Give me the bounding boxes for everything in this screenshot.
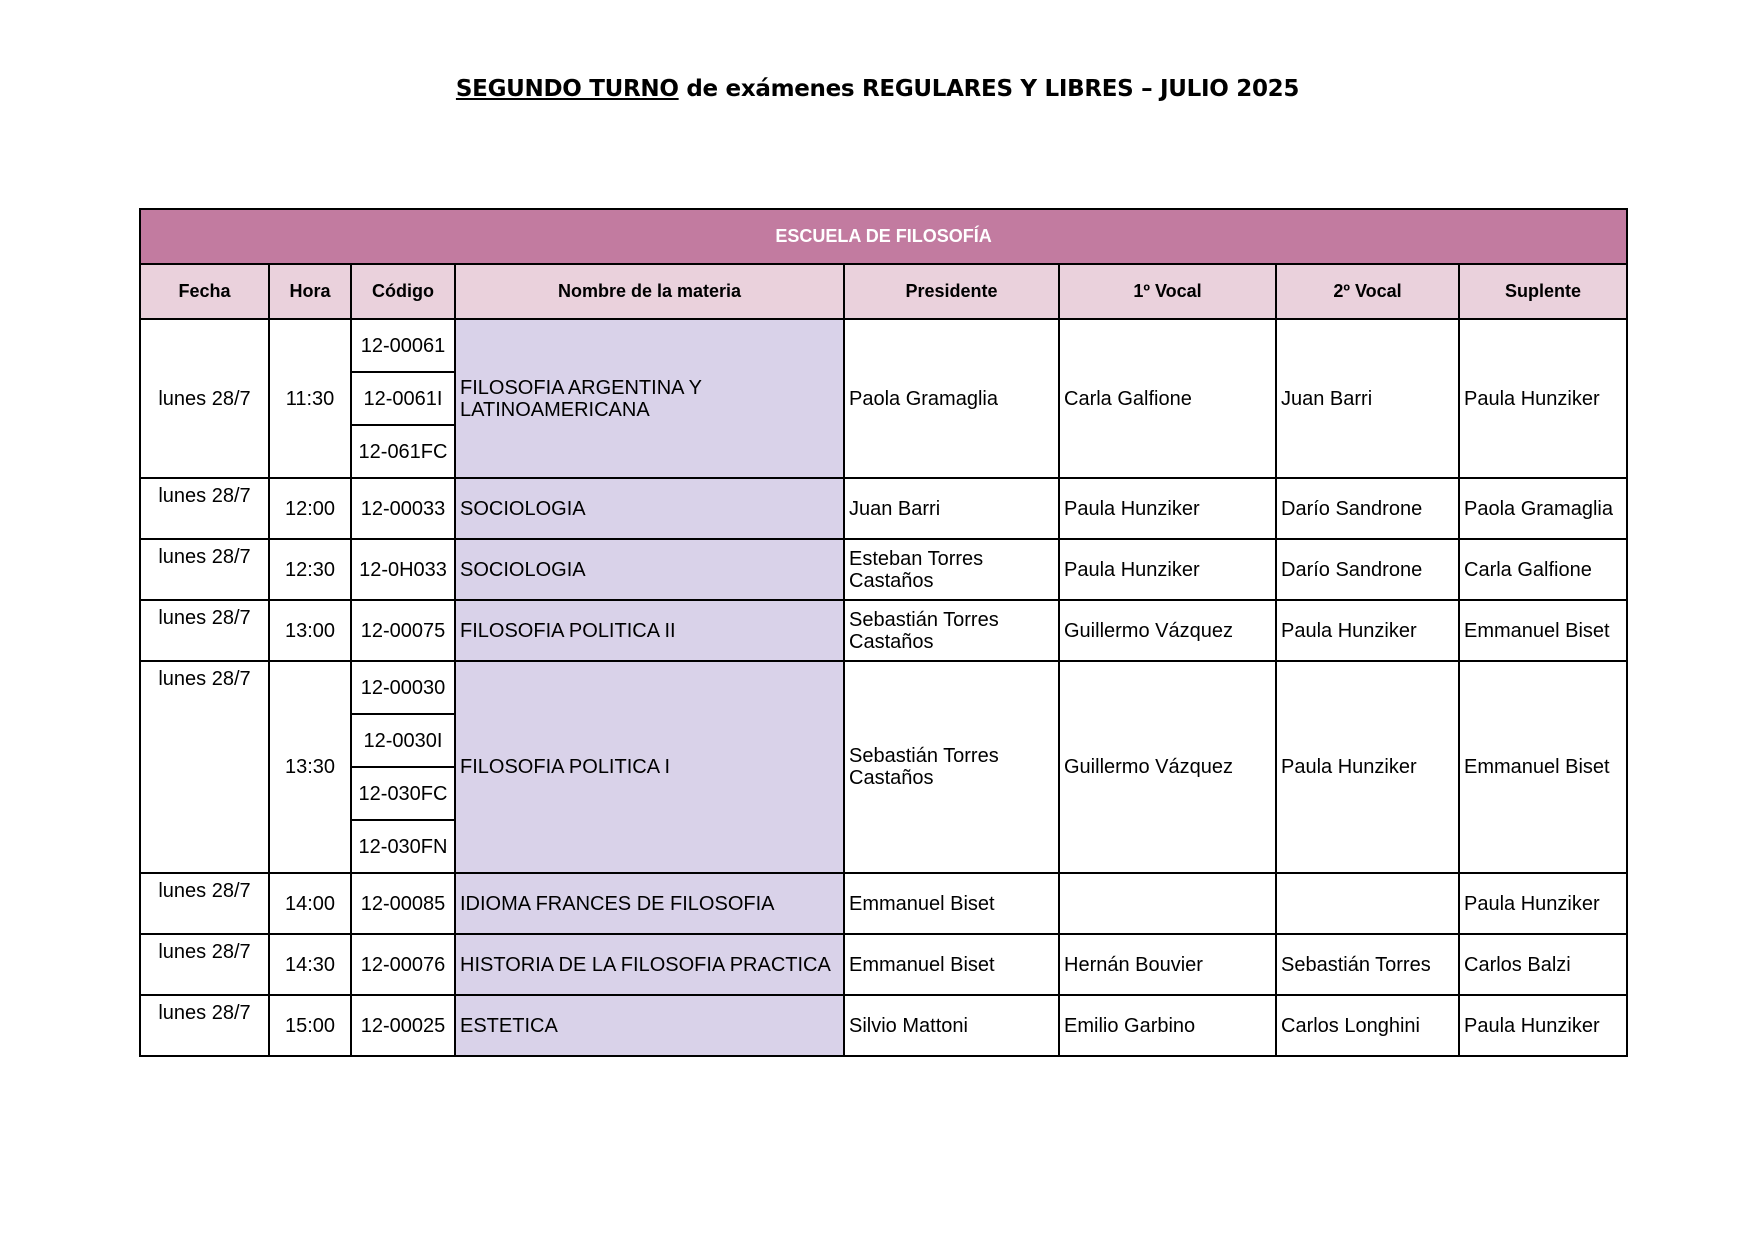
cell-presidente: Emmanuel Biset bbox=[844, 873, 1059, 934]
cell-vocal1: Hernán Bouvier bbox=[1059, 934, 1276, 995]
cell-hora: 13:00 bbox=[269, 600, 351, 661]
table-row bbox=[140, 600, 1627, 661]
cell-vocal2: Paula Hunziker bbox=[1276, 661, 1459, 873]
cell-vocal1: Guillermo Vázquez bbox=[1059, 661, 1276, 873]
cell-presidente: Sebastián Torres Castaños bbox=[844, 600, 1059, 661]
cell-codigo: 12-0H033 bbox=[351, 539, 455, 600]
column-header-fecha: Fecha bbox=[140, 264, 269, 319]
cell-codigo: 12-00033 bbox=[351, 478, 455, 539]
cell-presidente: Emmanuel Biset bbox=[844, 934, 1059, 995]
cell-codigo: 12-0030I bbox=[351, 714, 455, 767]
cell-codigo: 12-00076 bbox=[351, 934, 455, 995]
cell-vocal2: Darío Sandrone bbox=[1276, 478, 1459, 539]
cell-fecha: lunes 28/7 bbox=[140, 934, 269, 995]
cell-vocal1: Paula Hunziker bbox=[1059, 478, 1276, 539]
exam-schedule-table bbox=[139, 208, 1628, 1057]
column-header-presidente: Presidente bbox=[844, 264, 1059, 319]
cell-hora: 11:30 bbox=[269, 319, 351, 478]
title-rest: de exámenes REGULARES Y LIBRES – JULIO 2025 bbox=[678, 76, 1300, 102]
cell-codigo: 12-00030 bbox=[351, 661, 455, 714]
table-row bbox=[140, 661, 1627, 714]
cell-vocal2: Juan Barri bbox=[1276, 319, 1459, 478]
cell-suplente: Carlos Balzi bbox=[1459, 934, 1627, 995]
table-row bbox=[140, 873, 1627, 934]
cell-codigo: 12-0061I bbox=[351, 372, 455, 425]
table-row bbox=[140, 934, 1627, 995]
page-title bbox=[0, 76, 1755, 102]
column-header-vocal1: 1º Vocal bbox=[1059, 264, 1276, 319]
cell-fecha: lunes 28/7 bbox=[140, 995, 269, 1056]
cell-vocal2: Paula Hunziker bbox=[1276, 600, 1459, 661]
cell-hora: 12:00 bbox=[269, 478, 351, 539]
cell-materia: SOCIOLOGIA bbox=[455, 478, 844, 539]
table-row bbox=[140, 319, 1627, 372]
table-row bbox=[140, 478, 1627, 539]
cell-vocal2: Sebastián Torres bbox=[1276, 934, 1459, 995]
title-underlined: SEGUNDO TURNO bbox=[455, 76, 679, 102]
cell-suplente: Paula Hunziker bbox=[1459, 319, 1627, 478]
cell-codigo: 12-00025 bbox=[351, 995, 455, 1056]
school-header: ESCUELA DE FILOSOFÍA bbox=[140, 209, 1627, 264]
cell-fecha: lunes 28/7 bbox=[140, 539, 269, 600]
cell-presidente: Paola Gramaglia bbox=[844, 319, 1059, 478]
cell-vocal2: Darío Sandrone bbox=[1276, 539, 1459, 600]
cell-codigo: 12-00061 bbox=[351, 319, 455, 372]
cell-fecha: lunes 28/7 bbox=[140, 873, 269, 934]
column-header-suplente: Suplente bbox=[1459, 264, 1627, 319]
cell-vocal1 bbox=[1059, 873, 1276, 934]
cell-codigo: 12-00075 bbox=[351, 600, 455, 661]
cell-suplente: Paula Hunziker bbox=[1459, 995, 1627, 1056]
cell-suplente: Carla Galfione bbox=[1459, 539, 1627, 600]
cell-hora: 12:30 bbox=[269, 539, 351, 600]
cell-hora: 14:30 bbox=[269, 934, 351, 995]
cell-materia: FILOSOFIA ARGENTINA Y LATINOAMERICANA bbox=[455, 319, 844, 478]
cell-materia: SOCIOLOGIA bbox=[455, 539, 844, 600]
cell-hora: 15:00 bbox=[269, 995, 351, 1056]
cell-vocal1: Guillermo Vázquez bbox=[1059, 600, 1276, 661]
cell-presidente: Sebastián Torres Castaños bbox=[844, 661, 1059, 873]
cell-hora: 14:00 bbox=[269, 873, 351, 934]
table-row bbox=[140, 539, 1627, 600]
cell-codigo: 12-030FC bbox=[351, 767, 455, 820]
cell-fecha: lunes 28/7 bbox=[140, 319, 269, 478]
cell-suplente: Paola Gramaglia bbox=[1459, 478, 1627, 539]
column-header-codigo: Código bbox=[351, 264, 455, 319]
cell-suplente: Paula Hunziker bbox=[1459, 873, 1627, 934]
cell-presidente: Juan Barri bbox=[844, 478, 1059, 539]
cell-fecha: lunes 28/7 bbox=[140, 478, 269, 539]
table-row bbox=[140, 995, 1627, 1056]
column-header-vocal2: 2º Vocal bbox=[1276, 264, 1459, 319]
cell-suplente: Emmanuel Biset bbox=[1459, 661, 1627, 873]
cell-vocal2 bbox=[1276, 873, 1459, 934]
cell-vocal1: Paula Hunziker bbox=[1059, 539, 1276, 600]
cell-vocal1: Carla Galfione bbox=[1059, 319, 1276, 478]
cell-codigo: 12-030FN bbox=[351, 820, 455, 873]
cell-suplente: Emmanuel Biset bbox=[1459, 600, 1627, 661]
cell-codigo: 12-061FC bbox=[351, 425, 455, 478]
cell-materia: FILOSOFIA POLITICA II bbox=[455, 600, 844, 661]
cell-vocal1: Emilio Garbino bbox=[1059, 995, 1276, 1056]
column-header-hora: Hora bbox=[269, 264, 351, 319]
cell-fecha: lunes 28/7 bbox=[140, 661, 269, 873]
cell-codigo: 12-00085 bbox=[351, 873, 455, 934]
cell-presidente: Silvio Mattoni bbox=[844, 995, 1059, 1056]
cell-materia: FILOSOFIA POLITICA I bbox=[455, 661, 844, 873]
cell-materia: HISTORIA DE LA FILOSOFIA PRACTICA bbox=[455, 934, 844, 995]
column-header-materia: Nombre de la materia bbox=[455, 264, 844, 319]
cell-vocal2: Carlos Longhini bbox=[1276, 995, 1459, 1056]
cell-materia: IDIOMA FRANCES DE FILOSOFIA bbox=[455, 873, 844, 934]
cell-presidente: Esteban Torres Castaños bbox=[844, 539, 1059, 600]
cell-hora: 13:30 bbox=[269, 661, 351, 873]
cell-fecha: lunes 28/7 bbox=[140, 600, 269, 661]
cell-materia: ESTETICA bbox=[455, 995, 844, 1056]
